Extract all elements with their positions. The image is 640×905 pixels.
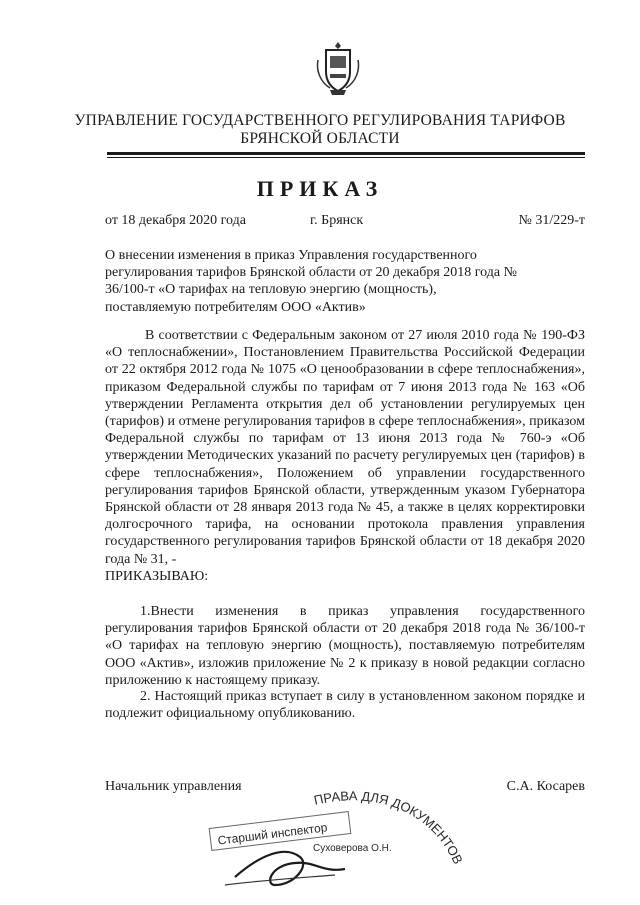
signatory-name: С.А. Косарев — [506, 779, 585, 794]
document-city: г. Брянск — [310, 213, 364, 228]
handwritten-signature — [235, 852, 345, 885]
coat-of-arms-emblem — [312, 40, 364, 98]
document-title: ПРИКАЗ — [256, 176, 384, 201]
document-date: от 18 декабря 2020 года — [105, 213, 246, 228]
certification-stamp — [205, 785, 475, 895]
document-subject: О внесении изменения в приказ Управления государственного регулирования тарифов Брянской области от 20 декабря 2018 года № 36/100-т «О тарифах на тепловую энергию (мощность), поставляемую потребителям ООО «Актив» — [105, 248, 517, 315]
preamble-paragraph: В соответствии с Федеральным законом от 27 июля 2010 года № 190-ФЗ «О теплоснабжении», Постановлением Правительства Российской Федерации от 22 октября 2012 года № 1075 «О ценообразовании в сфере теплоснабжения», приказом Федеральной службы по тарифам от 7 июня 2013 года № 163 «Об утверждении Регламента открытия дел об установлении регулируемых цен (тарифов) и отмене регулирования тарифов в сфере теплоснабжения», приказом Федеральной службы по тарифам от 13 июня 2013 года № 760-э «Об утверждении Методических указаний по расчету регулируемых цен (тарифов) в сфере теплоснабжения», Положением об управлении государственного регулирования тарифов Брянской области, утвержденным указом Губернатора Брянской области от 28 января 2013 года № 45, а также в целях корректировки долгосрочного тарифа, на основании протокола правления управления государственного регулирования тарифов Брянской области от 18 декабря 2020 года № 31, - — [105, 328, 585, 567]
order-word: ПРИКАЗЫВАЮ: — [105, 569, 209, 584]
header-divider-thin — [107, 157, 585, 158]
organization-name-line2: БРЯНСКОЙ ОБЛАСТИ — [240, 130, 400, 147]
stamp-arc-text: ПРАВА ДЛЯ ДОКУМЕНТОВ — [312, 788, 466, 867]
header-divider-thick — [107, 152, 585, 155]
signatory-position: Начальник управления — [105, 779, 242, 794]
organization-name-line1: УПРАВЛЕНИЕ ГОСУДАРСТВЕННОГО РЕГУЛИРОВАНИЯ ТАРИФОВ — [74, 112, 566, 129]
stamp-inspector-label: Старший инспектор — [216, 820, 329, 848]
stamp-surname: Суховерова О.Н. — [313, 843, 392, 854]
order-item-2: 2. Настоящий приказ вступает в силу в установленном законом порядке и подлежит официальному опубликованию. — [105, 689, 585, 722]
order-item-1: 1.Внести изменения в приказ управления государственного регулирования тарифов Брянской области от 20 декабря 2018 года № 36/100-т «О тарифах на тепловую энергию (мощность), поставляемую потребителям ООО «Актив», изложив приложение № 2 к приказу в новой редакции согласно приложению к настоящему приказу. — [105, 604, 585, 688]
document-number: № 31/229-т — [518, 213, 585, 228]
